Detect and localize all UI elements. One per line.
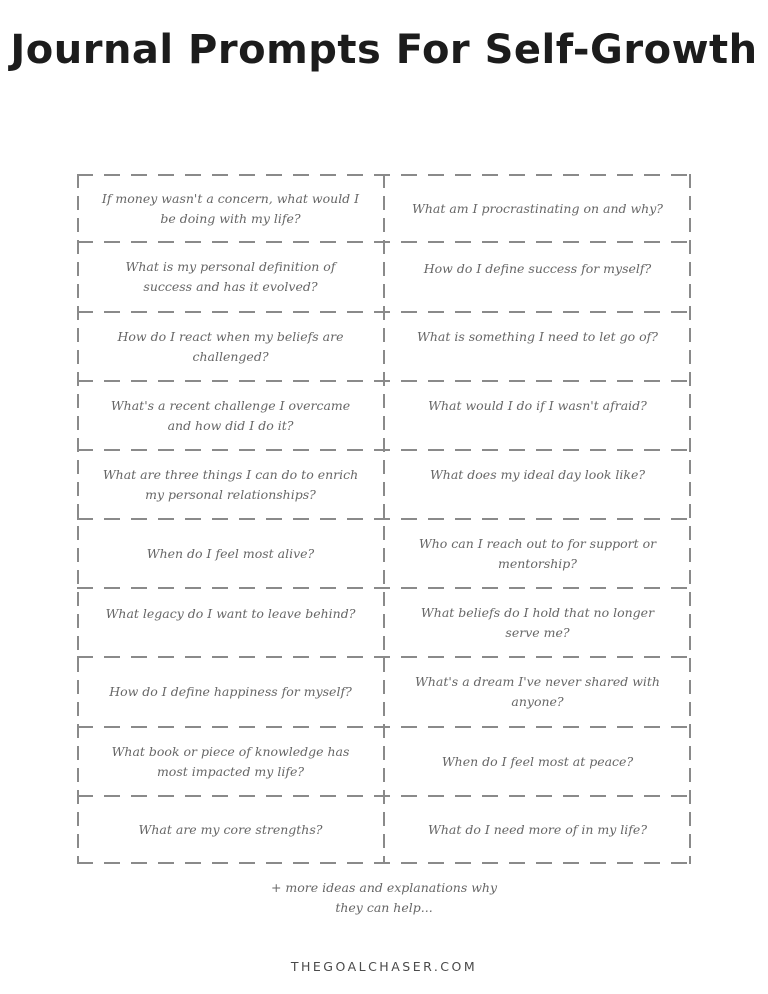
prompt-card	[384, 728, 691, 795]
prompt-text: What book or piece of knowledge has most impacted my life?	[111, 743, 350, 779]
prompt-card	[384, 797, 691, 862]
prompt-card	[384, 589, 691, 656]
prompt-text: How do I define happiness for myself?	[109, 684, 352, 699]
prompt-text: What does my ideal day look like?	[429, 467, 646, 482]
prompt-card	[77, 243, 384, 311]
prompt-text: What's a dream I've never shared with anyone?	[415, 674, 660, 709]
prompt-card	[77, 728, 384, 795]
prompt-text: How do I react when my beliefs are challenged?	[117, 328, 344, 364]
site-url: THEGOALCHASER.COM	[290, 959, 478, 974]
more-ideas-line-2: they can help...	[335, 900, 433, 915]
prompt-text: What beliefs do I hold that no longer serve me?	[420, 604, 655, 640]
prompt-text: What are my core strengths?	[138, 821, 323, 837]
prompt-text: What would I do if I wasn't afraid?	[428, 398, 647, 413]
prompt-card	[77, 451, 384, 518]
prompt-text: What's a recent challenge I overcame and how did I do it?	[110, 397, 351, 433]
prompt-text: What legacy do I want to leave behind?	[105, 606, 356, 621]
prompt-card	[384, 658, 691, 726]
prompt-card	[384, 176, 691, 241]
prompt-card	[384, 313, 691, 361]
prompt-card	[77, 176, 384, 241]
page-title: Journal Prompts For Self-Growth	[10, 27, 758, 73]
prompt-card	[77, 797, 384, 862]
prompt-text: When do I feel most at peace?	[441, 753, 634, 769]
prompt-card	[384, 451, 691, 499]
prompt-card	[77, 313, 384, 380]
prompt-card-grid	[77, 174, 691, 864]
prompt-card	[77, 658, 384, 726]
more-ideas-line-1: + more ideas and explanations why	[270, 880, 498, 895]
prompt-text: Who can I reach out to for support or mentorship?	[418, 535, 657, 571]
prompt-text: What do I need more of in my life?	[427, 821, 648, 837]
prompt-card	[77, 589, 384, 639]
prompt-card	[384, 520, 691, 587]
prompt-text: If money wasn't a concern, what would I be doing with my life?	[101, 190, 360, 226]
more-ideas-note	[0, 878, 768, 918]
prompt-text: What are three things I can do to enrich my personal relationships?	[102, 466, 359, 502]
prompt-card	[77, 382, 384, 449]
prompt-text: When do I feel most alive?	[146, 545, 315, 561]
prompt-text: What am I procrastinating on and why?	[412, 200, 663, 216]
prompt-card	[77, 520, 384, 587]
prompt-card	[384, 243, 691, 295]
prompt-text: How do I define success for myself?	[423, 261, 652, 276]
prompt-text: What is something I need to let go of?	[416, 329, 659, 344]
prompt-card	[384, 382, 691, 430]
prompt-text: What is my personal definition of success and has it evolved?	[125, 259, 336, 294]
